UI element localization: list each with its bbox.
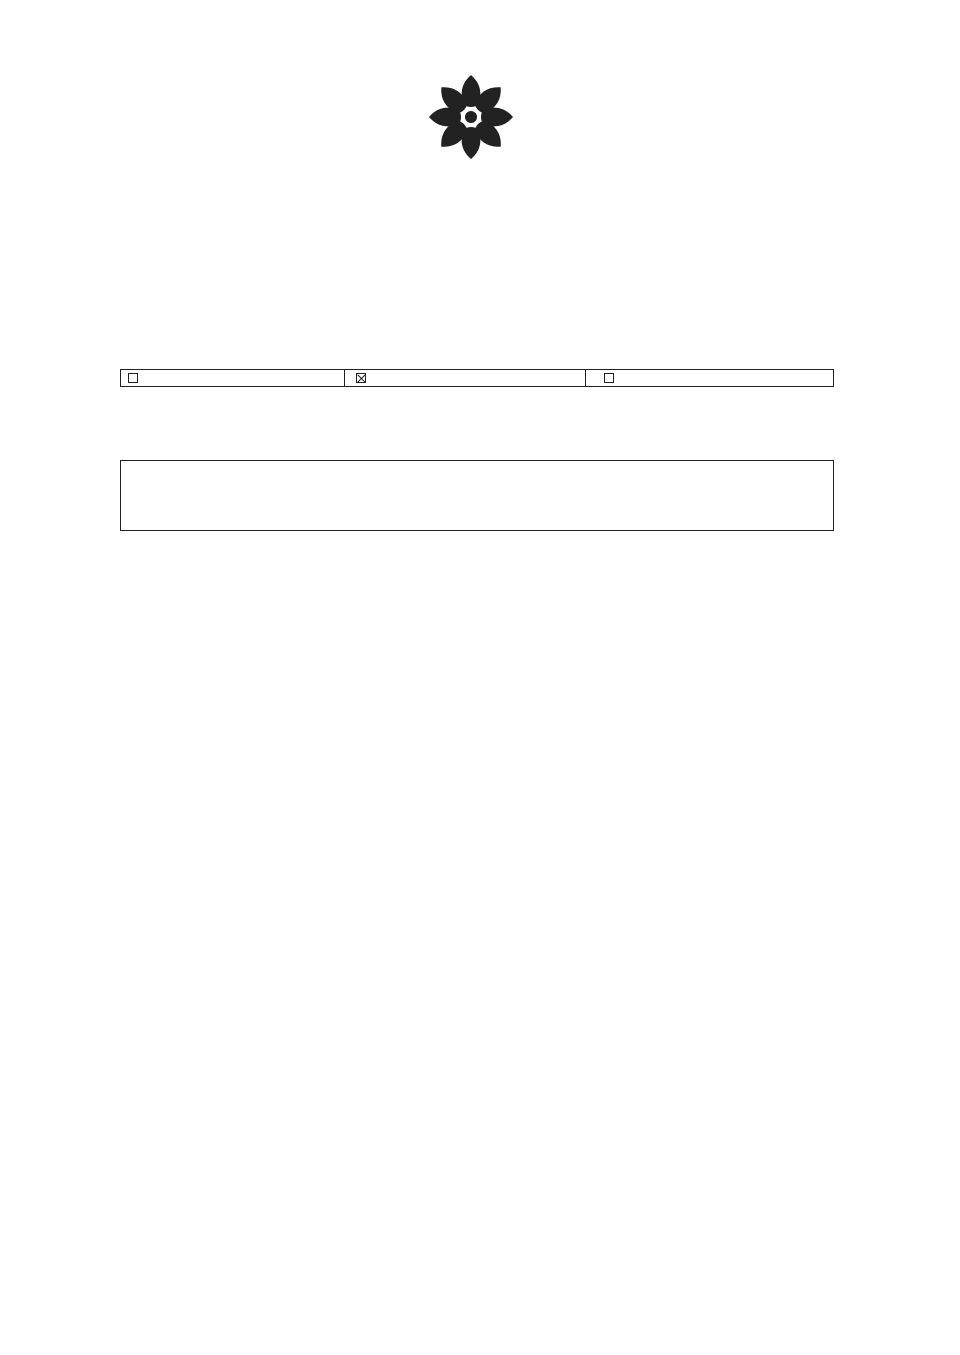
projekt-options-row [120, 369, 834, 387]
option-projekt[interactable] [356, 370, 371, 385]
logo-flower-icon [426, 72, 516, 162]
option-forstudie[interactable] [128, 370, 143, 385]
logo [426, 72, 516, 162]
checkbox-forstudie[interactable] [128, 373, 138, 383]
checkbox-projekt[interactable] [356, 373, 366, 383]
checkbox-forlangning[interactable] [604, 373, 614, 383]
option-forlangning[interactable] [604, 370, 619, 385]
projektet-frame-final-real [120, 460, 834, 531]
